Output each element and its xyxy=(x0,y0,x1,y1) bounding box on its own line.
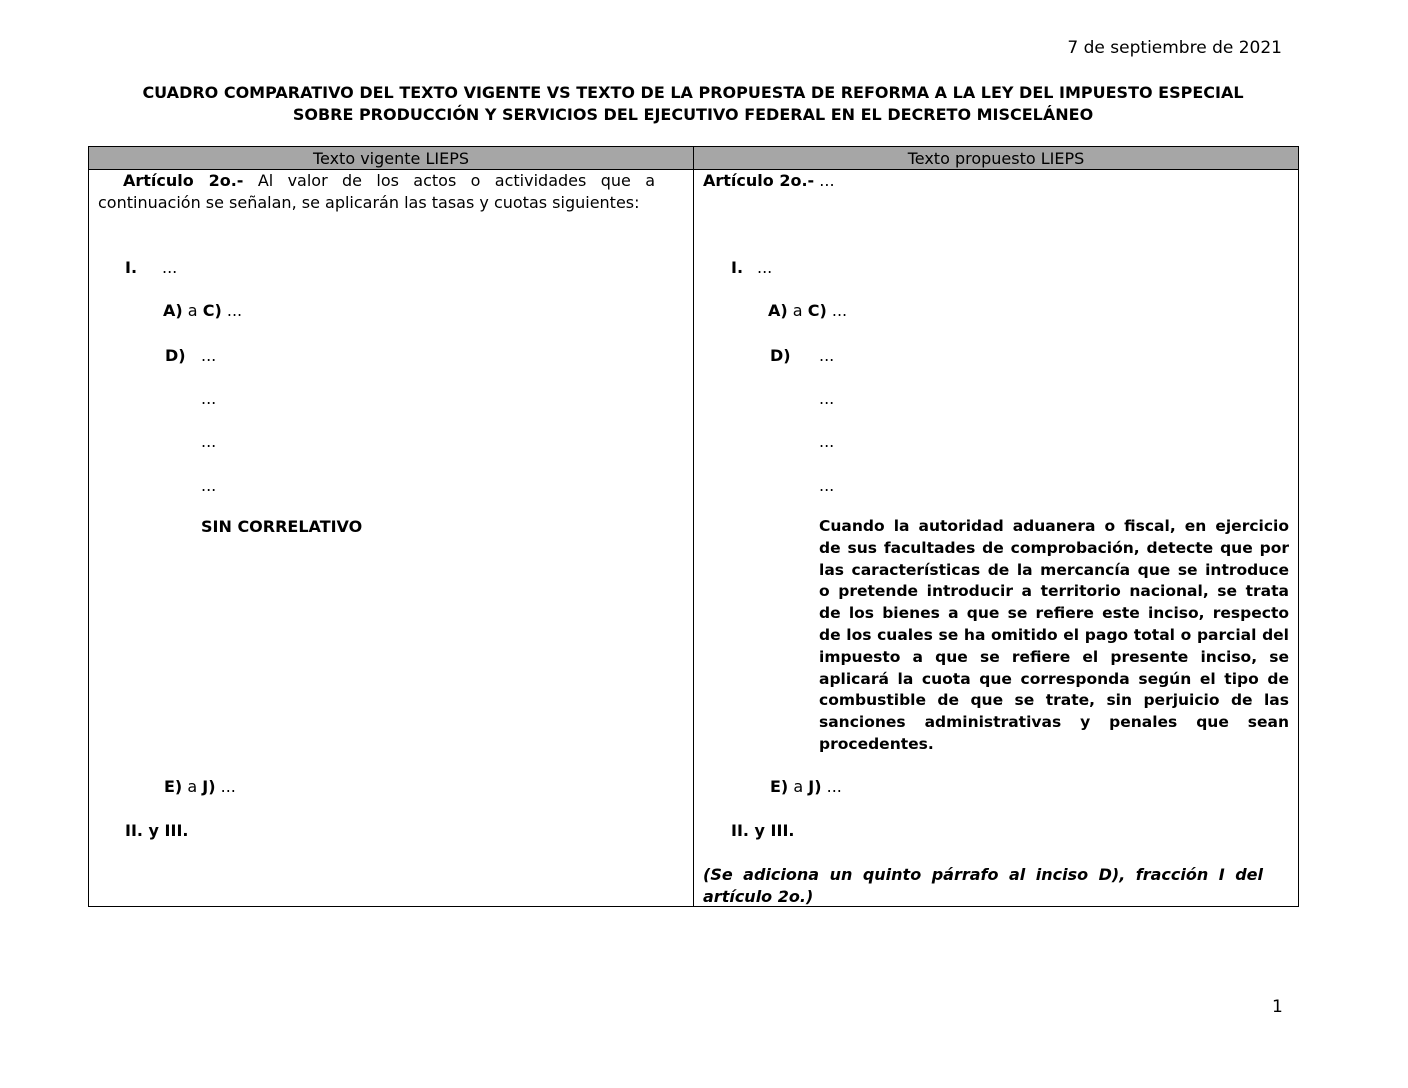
right-fraction-i xyxy=(731,257,743,279)
header-current-text: Texto vigente LIEPS xyxy=(89,147,694,170)
table-header-row xyxy=(89,147,1299,170)
right-ac-ellipsis: ... xyxy=(831,301,848,320)
left-fraction-i-ellipsis: ... xyxy=(162,258,178,277)
right-fraction-i-ellipsis: ... xyxy=(757,258,773,277)
left-e-to: a xyxy=(187,777,198,796)
left-article-label: Artículo 2o.- xyxy=(123,171,244,190)
current-text-cell xyxy=(89,170,694,907)
right-fraction-i-label: I. xyxy=(731,258,744,277)
left-incisos-e-j xyxy=(164,776,236,798)
right-paragraph-ellipsis-2: ... xyxy=(819,389,835,408)
right-j-label: J) xyxy=(808,777,822,796)
page-number: 1 xyxy=(1272,997,1283,1017)
right-fractions-ii-iii: II. y III. xyxy=(731,821,795,840)
left-ej-ellipsis: ... xyxy=(220,777,236,796)
right-d-ellipsis: ... xyxy=(819,346,835,365)
left-ac-ellipsis: ... xyxy=(226,301,243,320)
left-e-label: E) xyxy=(164,777,183,796)
left-paragraph-ellipsis-4: ... xyxy=(201,476,217,495)
left-paragraph-ellipsis-3: ... xyxy=(201,432,217,451)
left-j-label: J) xyxy=(202,777,216,796)
left-article-paragraph xyxy=(98,170,655,214)
right-paragraph-ellipsis-3: ... xyxy=(819,432,835,451)
right-c-label: C) xyxy=(807,301,827,320)
right-incisos-a-c xyxy=(768,300,847,322)
proposed-text-cell xyxy=(694,170,1299,907)
right-d-label: D) xyxy=(770,346,791,365)
left-inciso-d xyxy=(165,345,186,367)
left-fraction-i-label: I. xyxy=(125,258,138,277)
left-article-text: Al valor de los actos o actividades que a continuación se señalan, se aplicarán las tasas y cuotas siguientes: xyxy=(98,171,655,212)
document-title xyxy=(88,82,1298,126)
right-e-label: E) xyxy=(770,777,789,796)
right-e-to: a xyxy=(793,777,804,796)
left-a-label: A) xyxy=(163,301,183,320)
table-body-row xyxy=(89,170,1299,907)
left-fractions-ii-iii: II. y III. xyxy=(125,821,189,840)
document-date: 7 de septiembre de 2021 xyxy=(1067,38,1282,58)
left-a-to: a xyxy=(187,301,198,320)
left-paragraph-ellipsis-2: ... xyxy=(201,389,217,408)
left-fraction-i xyxy=(125,257,137,279)
right-amendment-note: (Se adiciona un quinto párrafo al inciso D), fracción I del artículo 2o.) xyxy=(703,865,1263,906)
header-proposed-text: Texto propuesto LIEPS xyxy=(694,147,1299,170)
left-incisos-a-c xyxy=(163,300,242,322)
title-line-2: SOBRE PRODUCCIÓN Y SERVICIOS DEL EJECUTIVO FEDERAL EN EL DECRETO MISCELÁNEO xyxy=(292,105,1094,124)
left-d-label: D) xyxy=(165,346,186,365)
right-a-to: a xyxy=(792,301,803,320)
right-paragraph-ellipsis-4: ... xyxy=(819,476,835,495)
right-new-fifth-paragraph: Cuando la autoridad aduanera o fiscal, en ejercicio de sus facultades de comprobación, detecte que por las características de la mercancía que se introduce o pretende introducir a territorio nacional, se trata de los bienes a que se refiere este inciso, respecto de los cuales se ha omitido el pago total o parcial del impuesto a que se refiere el presente inciso, se aplicará la cuota que corresponda según el tipo de combustible de que se trate, sin perjuicio de las sanciones administrativas y penales que sean procedentes. xyxy=(819,517,1289,753)
right-ej-ellipsis: ... xyxy=(826,777,842,796)
right-article-label: Artículo 2o.- xyxy=(703,171,815,190)
left-sin-correlativo: SIN CORRELATIVO xyxy=(201,517,363,536)
left-c-label: C) xyxy=(202,301,222,320)
title-line-1: CUADRO COMPARATIVO DEL TEXTO VIGENTE VS TEXTO DE LA PROPUESTA DE REFORMA A LA LEY DEL IMPUESTO ESPECIAL xyxy=(142,83,1244,102)
comparison-table xyxy=(88,146,1299,907)
right-inciso-d xyxy=(770,345,791,367)
right-a-label: A) xyxy=(768,301,788,320)
right-article-line xyxy=(703,170,835,192)
right-article-ellipsis: ... xyxy=(819,171,835,190)
right-incisos-e-j xyxy=(770,776,842,798)
left-d-ellipsis: ... xyxy=(201,346,217,365)
